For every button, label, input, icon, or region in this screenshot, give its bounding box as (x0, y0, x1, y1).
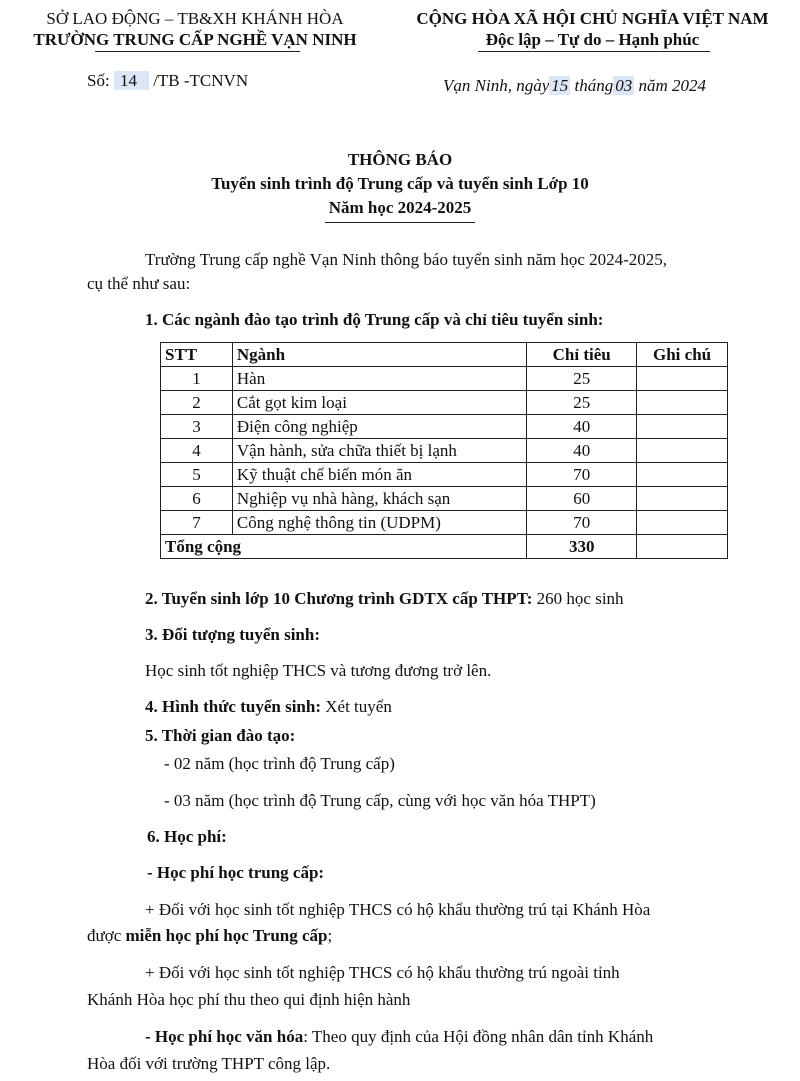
row-major: Kỹ thuật chế biến món ăn (232, 463, 526, 487)
document-number-value: 14 (114, 71, 149, 90)
title-underline (325, 222, 475, 223)
row-major: Hàn (232, 367, 526, 391)
section-4-heading: 4. Hình thức tuyển sinh: (145, 697, 321, 716)
header-note: Ghi chú (637, 343, 728, 367)
header-major: Ngành (232, 343, 526, 367)
row-note (637, 463, 728, 487)
table-header-row (161, 343, 728, 367)
sub-2-rest: : Theo quy định của Hội đồng nhân dân tỉnh Khánh (303, 1027, 654, 1046)
issuer-department: SỞ LAO ĐỘNG – TB&XH KHÁNH HÒA (46, 9, 344, 28)
row-note (637, 367, 728, 391)
table-row (161, 487, 728, 511)
table-row (161, 463, 728, 487)
section-4-value: Xét tuyển (325, 697, 392, 716)
row-stt: 3 (161, 415, 233, 439)
row-major: Cắt gọt kim loại (232, 391, 526, 415)
section-6-bullet-1-line-1: + Đối với học sinh tốt nghiệp THCS có hộ khẩu thường trú tại Khánh Hòa (145, 900, 651, 919)
section-2-heading: 2. Tuyển sinh lớp 10 Chương trình GDTX cấp THPT: (145, 589, 533, 608)
section-3-text: Học sinh tốt nghiệp THCS và tương đương trở lên. (145, 661, 492, 680)
row-note (637, 391, 728, 415)
date-day: 15 (551, 76, 569, 95)
section-2 (145, 588, 624, 610)
national-motto: Độc lập – Tự do – Hạnh phúc (485, 30, 700, 49)
table-row (161, 511, 728, 535)
document-date (443, 76, 706, 96)
section-5-item-2: - 03 năm (học trình độ Trung cấp, cùng với học văn hóa THPT) (164, 791, 596, 810)
table-row (161, 415, 728, 439)
table-row (161, 367, 728, 391)
row-note (637, 439, 728, 463)
section-1-heading: 1. Các ngành đào tạo trình độ Trung cấp và chỉ tiêu tuyển sinh: (145, 310, 604, 329)
notice-subtitle: Tuyển sinh trình độ Trung cấp và tuyển sinh Lớp 10 (211, 174, 589, 193)
section-6-sub-2-line-1 (145, 1026, 653, 1048)
sub-2-bold: - Học phí học văn hóa (145, 1027, 304, 1046)
header-stt: STT (161, 343, 233, 367)
row-major: Nghiệp vụ nhà hàng, khách sạn (232, 487, 526, 511)
document-number-prefix: Số: (87, 71, 110, 90)
bullet-1-bold: miễn học phí học Trung cấp (125, 926, 328, 945)
section-6-heading: 6. Học phí: (147, 827, 227, 846)
row-quota: 40 (527, 415, 637, 439)
row-stt: 1 (161, 367, 233, 391)
section-5-heading: 5. Thời gian đào tạo: (145, 726, 296, 745)
header-quota: Chỉ tiêu (527, 343, 637, 367)
total-label: Tổng cộng (161, 535, 527, 559)
bullet-1-suffix: ; (327, 926, 333, 945)
national-title: CỘNG HÒA XÃ HỘI CHỦ NGHĨA VIỆT NAM (416, 9, 769, 28)
row-quota: 25 (527, 391, 637, 415)
document-number-suffix: /TB -TCNVN (153, 71, 249, 90)
date-place: Vạn Ninh, ngày (443, 76, 550, 95)
row-quota: 25 (527, 367, 637, 391)
national-motto-block (395, 8, 790, 50)
issuer-underline (95, 51, 300, 52)
row-quota: 70 (527, 511, 637, 535)
row-major: Vận hành, sửa chữa thiết bị lạnh (232, 439, 526, 463)
table-row (161, 439, 728, 463)
date-month-label: tháng (574, 76, 614, 95)
row-quota: 70 (527, 463, 637, 487)
date-year: năm 2024 (638, 76, 707, 95)
row-major: Công nghệ thông tin (UDPM) (232, 511, 526, 535)
section-5-item-1: - 02 năm (học trình độ Trung cấp) (164, 754, 395, 773)
row-quota: 40 (527, 439, 637, 463)
section-4 (145, 696, 392, 718)
notice-title: THÔNG BÁO (347, 150, 453, 169)
row-stt: 7 (161, 511, 233, 535)
issuer-block (10, 8, 380, 50)
bullet-1-prefix: được (87, 926, 122, 945)
section-6-sub-2-line-2: Hòa đối với trường THPT công lập. (87, 1054, 331, 1073)
section-2-value: 260 học sinh (536, 589, 624, 608)
date-month: 03 (615, 76, 633, 95)
row-stt: 4 (161, 439, 233, 463)
row-note (637, 511, 728, 535)
intro-line-1: Trường Trung cấp nghề Vạn Ninh thông báo tuyển sinh năm học 2024-2025, (145, 250, 668, 269)
section-6-bullet-2-line-1: + Đối với học sinh tốt nghiệp THCS có hộ khẩu thường trú ngoài tỉnh (145, 963, 620, 982)
row-stt: 2 (161, 391, 233, 415)
section-3-heading: 3. Đối tượng tuyển sinh: (145, 625, 321, 644)
total-value: 330 (527, 535, 637, 559)
document-number (87, 71, 248, 91)
section-6-bullet-1-line-2 (87, 925, 332, 947)
row-quota: 60 (527, 487, 637, 511)
table-total-row (161, 535, 728, 559)
notice-school-year: Năm học 2024-2025 (328, 198, 472, 217)
motto-underline (478, 51, 710, 52)
section-6-sub-1: - Học phí học trung cấp: (147, 863, 325, 882)
table-row (161, 391, 728, 415)
row-major: Điện công nghiệp (232, 415, 526, 439)
row-stt: 6 (161, 487, 233, 511)
issuer-school: TRƯỜNG TRUNG CẤP NGHỀ VẠN NINH (33, 30, 357, 49)
row-note (637, 487, 728, 511)
intro-line-2: cụ thể như sau: (87, 274, 191, 293)
quota-table (160, 342, 728, 559)
row-stt: 5 (161, 463, 233, 487)
total-note (637, 535, 728, 559)
row-note (637, 415, 728, 439)
section-6-bullet-2-line-2: Khánh Hòa học phí thu theo qui định hiện hành (87, 990, 411, 1009)
